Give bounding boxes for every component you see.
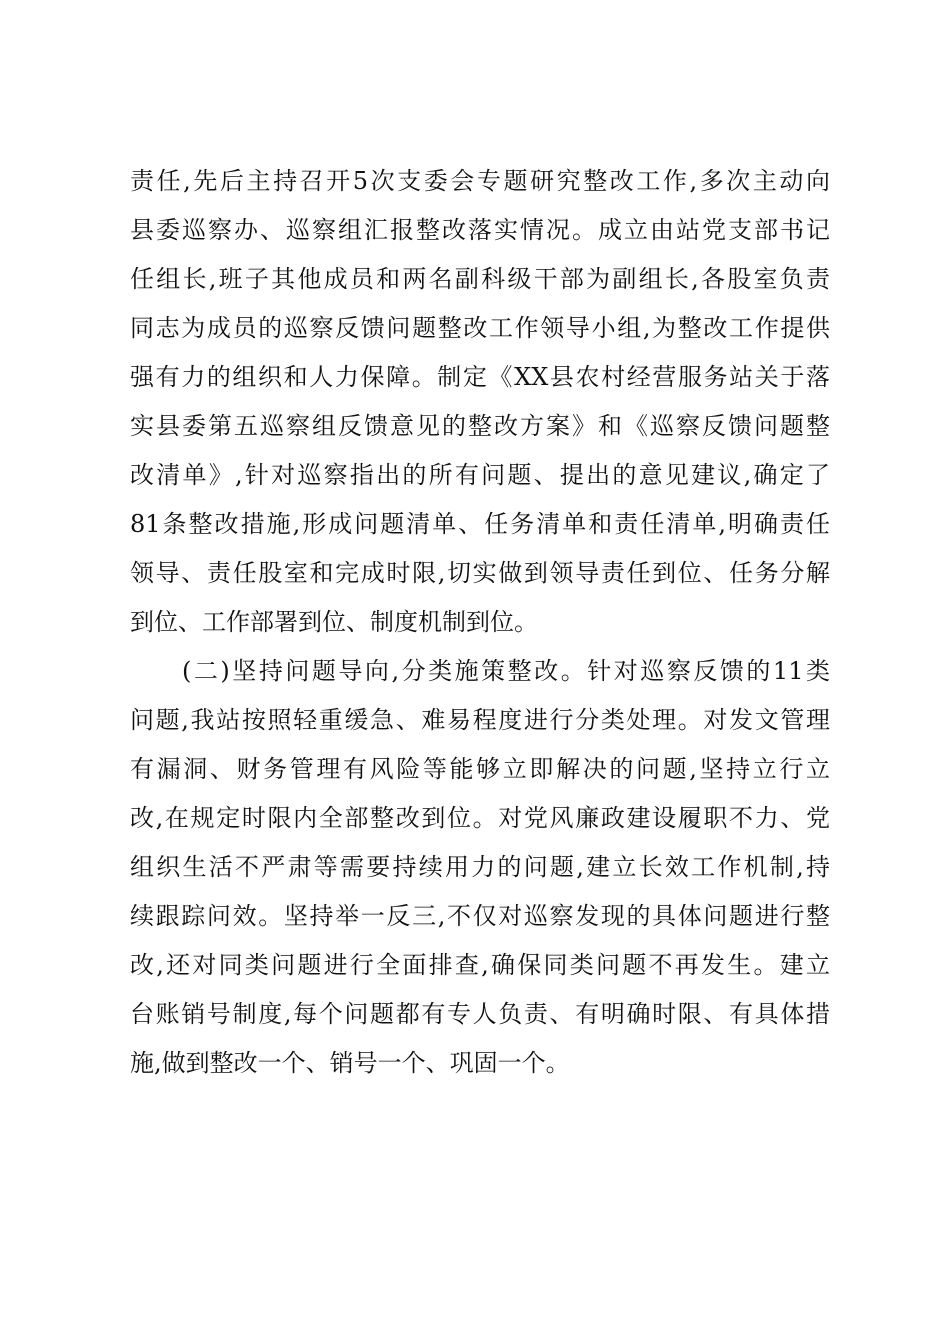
paragraph-line: 81条整改措施,形成问题清单、任务清单和责任清单,明确责任: [130, 510, 830, 538]
paragraph-line: 县委巡察办、巡察组汇报整改落实情况。成立由站党支部书记: [130, 216, 830, 244]
paragraph-line: 强有力的组织和人力保障。制定《XX县农村经营服务站关于落: [130, 363, 830, 391]
paragraph-line: 有漏洞、财务管理有风险等能够立即解决的问题,坚持立行立: [130, 755, 830, 783]
paragraph-line: 实县委第五巡察组反馈意见的整改方案》和《巡察反馈问题整: [130, 412, 830, 440]
paragraph-line: 改,还对同类问题进行全面排查,确保同类问题不再发生。建立: [130, 951, 830, 979]
paragraph-line: 组织生活不严肃等需要持续用力的问题,建立长效工作机制,持: [130, 853, 830, 881]
paragraph-line: 施,做到整改一个、销号一个、巩固一个。: [130, 1049, 570, 1077]
section-heading-line: (二)坚持问题导向,分类施策整改。针对巡察反馈的11类: [182, 657, 830, 685]
paragraph-line: 到位、工作部署到位、制度机制到位。: [130, 608, 538, 636]
paragraph-line: 改,在规定时限内全部整改到位。对党风廉政建设履职不力、党: [130, 804, 830, 832]
paragraph-line: 续跟踪问效。坚持举一反三,不仅对巡察发现的具体问题进行整: [130, 902, 830, 930]
paragraph-line: 任组长,班子其他成员和两名副科级干部为副组长,各股室负责: [130, 265, 830, 293]
paragraph-line: 责任,先后主持召开5次支委会专题研究整改工作,多次主动向: [130, 167, 830, 195]
paragraph-line: 台账销号制度,每个问题都有专人负责、有明确时限、有具体措: [130, 1000, 830, 1028]
paragraph-line: 领导、责任股室和完成时限,切实做到领导责任到位、任务分解: [130, 559, 830, 587]
paragraph-line: 问题,我站按照轻重缓急、难易程度进行分类处理。对发文管理: [130, 706, 830, 734]
paragraph-line: 同志为成员的巡察反馈问题整改工作领导小组,为整改工作提供: [130, 314, 830, 342]
paragraph-line: 改清单》,针对巡察指出的所有问题、提出的意见建议,确定了: [130, 461, 830, 489]
